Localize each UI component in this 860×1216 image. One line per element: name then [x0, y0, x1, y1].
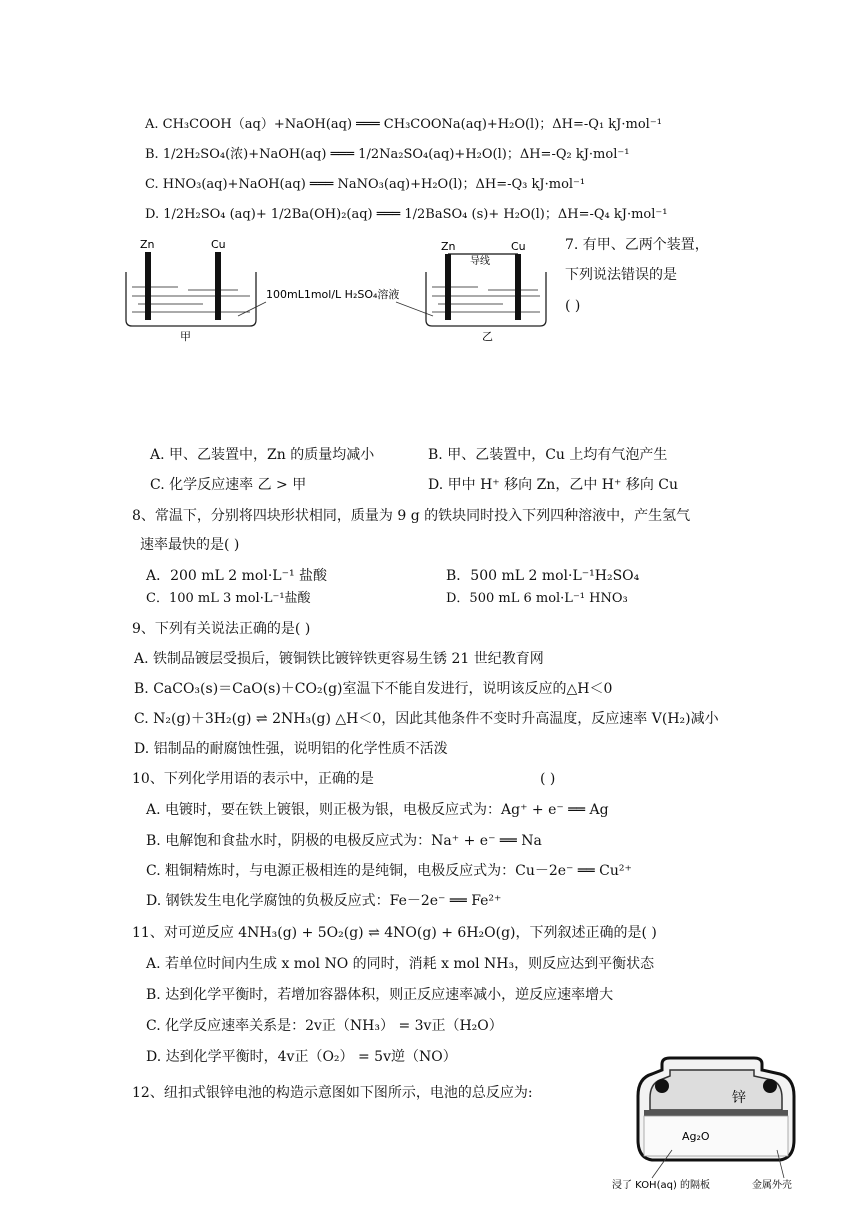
q8-option-d: D．500 mL 6 mol·L⁻¹ HNO₃ [446, 591, 628, 606]
q7-option-b: B. 甲、乙装置中，Cu 上均有气泡产生 [428, 447, 668, 463]
q8-stem-1: 8、常温下，分别将四块形状相同，质量为 9 g 的铁块同时投入下列四种溶液中，产生氢气 [132, 508, 691, 524]
q6-option-c: C. HNO₃(aq)+NaOH(aq) ═══ NaNO₃(aq)+H₂O(l)；ΔH=-Q₃ kJ·mol⁻¹ [145, 177, 586, 192]
q12-button-cell-figure [612, 1040, 812, 1190]
q9-option-b: B. CaCO₃(s)＝CaO(s)＋CO₂(g)室温下不能自发进行，说明该反应的△H＜0 [134, 681, 613, 697]
q7-wire-label: 导线 [470, 256, 490, 267]
q7-cu-label-yi: Cu [511, 240, 526, 253]
q11-stem: 11、对可逆反应 4NH₃(g) + 5O₂(g) ⇌ 4NO(g) + 6H₂O(g)，下列叙述正确的是( ) [132, 925, 657, 941]
q11-option-d: D. 达到化学平衡时，4v正（O₂） = 5v逆（NO） [146, 1049, 457, 1065]
q11-option-c: C. 化学反应速率关系是：2v正（NH₃） = 3v正（H₂O） [146, 1018, 503, 1034]
q9-option-c: C. N₂(g)＋3H₂(g) ⇌ 2NH₃(g) △H＜0，因此其他条件不变时升高温度，反应速率 V(H₂)减小 [134, 711, 719, 727]
q10-stem: 10、下列化学用语的表示中，正确的是 [132, 771, 374, 787]
q9-option-d: D. 铝制品的耐腐蚀性强，说明铝的化学性质不活泼 [134, 741, 448, 757]
q7-option-d: D. 甲中 H⁺ 移向 Zn，乙中 H⁺ 移向 Cu [428, 477, 678, 493]
q6-option-a: A. CH₃COOH（aq）+NaOH(aq) ═══ CH₃COONa(aq)+H₂O(l)；ΔH=-Q₁ kJ·mol⁻¹ [145, 117, 662, 132]
q9-stem: 9、下列有关说法正确的是( ) [132, 621, 311, 637]
q8-stem-2: 速率最快的是( ) [140, 537, 240, 553]
q12-stem: 12、纽扣式银锌电池的构造示意图如下图所示，电池的总反应为: [132, 1085, 533, 1101]
q12-ag2o-label: Ag₂O [682, 1130, 710, 1143]
q8-option-c: C．100 mL 3 mol·L⁻¹盐酸 [146, 591, 311, 606]
q11-option-b: B. 达到化学平衡时，若增加容器体积，则正反应速率减小，逆反应速率增大 [146, 987, 614, 1003]
q10-option-a: A. 电镀时，要在铁上镀银，则正极为银，电极反应式为：Ag⁺ + e⁻ ══ Ag [146, 802, 609, 818]
q7-zn-label-jia: Zn [140, 238, 155, 251]
q10-option-c: C. 粗铜精炼时，与电源正极相连的是纯铜，电极反应式为：Cu－2e⁻ ══ Cu²⁺ [146, 863, 632, 879]
q7-stem-1: 7. 有甲、乙两个装置， [565, 237, 709, 253]
q7-option-c: C. 化学反应速率 乙 > 甲 [150, 477, 307, 493]
q7-label-jia: 甲 [180, 330, 191, 343]
q7-option-a: A. 甲、乙装置中，Zn 的质量均减小 [150, 447, 375, 463]
q8-option-a: A．200 mL 2 mol·L⁻¹ 盐酸 [146, 568, 328, 584]
q9-option-a: A. 铁制品镀层受损后，镀铜铁比镀锌铁更容易生锈 21 世纪教育网 [134, 651, 544, 667]
q7-zn-label-yi: Zn [441, 240, 456, 253]
q8-option-b: B．500 mL 2 mol·L⁻¹H₂SO₄ [446, 568, 640, 584]
q11-option-a: A. 若单位时间内生成 x mol NO 的同时，消耗 x mol NH₃，则反应达到平衡状态 [146, 956, 655, 972]
q10-option-d: D. 钢铁发生电化学腐蚀的负极反应式：Fe－2e⁻ ══ Fe²⁺ [146, 893, 502, 909]
q10-blank: ( ) [540, 771, 556, 787]
q7-cu-label-jia: Cu [211, 238, 226, 251]
q10-option-b: B. 电解饱和食盐水时，阴极的电极反应式为：Na⁺ + e⁻ ══ Na [146, 833, 542, 849]
q7-electrochem-figure [118, 232, 558, 347]
q12-shell-label: 金属外壳 [752, 1180, 792, 1190]
q6-option-b: B. 1/2H₂SO₄(浓)+NaOH(aq) ═══ 1/2Na₂SO₄(aq)+H₂O(l)；ΔH=-Q₂ kJ·mol⁻¹ [145, 147, 630, 162]
q7-label-yi: 乙 [482, 330, 493, 343]
q7-blank: ( ) [565, 298, 581, 314]
q12-zinc-label: 锌 [732, 1090, 746, 1106]
q12-separator-label: 浸了 KOH(aq) 的隔板 [612, 1180, 711, 1190]
q6-option-d: D. 1/2H₂SO₄ (aq)+ 1/2Ba(OH)₂(aq) ═══ 1/2BaSO₄ (s)+ H₂O(l)；ΔH=-Q₄ kJ·mol⁻¹ [145, 207, 668, 222]
q7-solution-label: 100mL1mol/L H₂SO₄溶液 [266, 288, 400, 301]
q7-stem-2: 下列说法错误的是 [565, 267, 677, 283]
